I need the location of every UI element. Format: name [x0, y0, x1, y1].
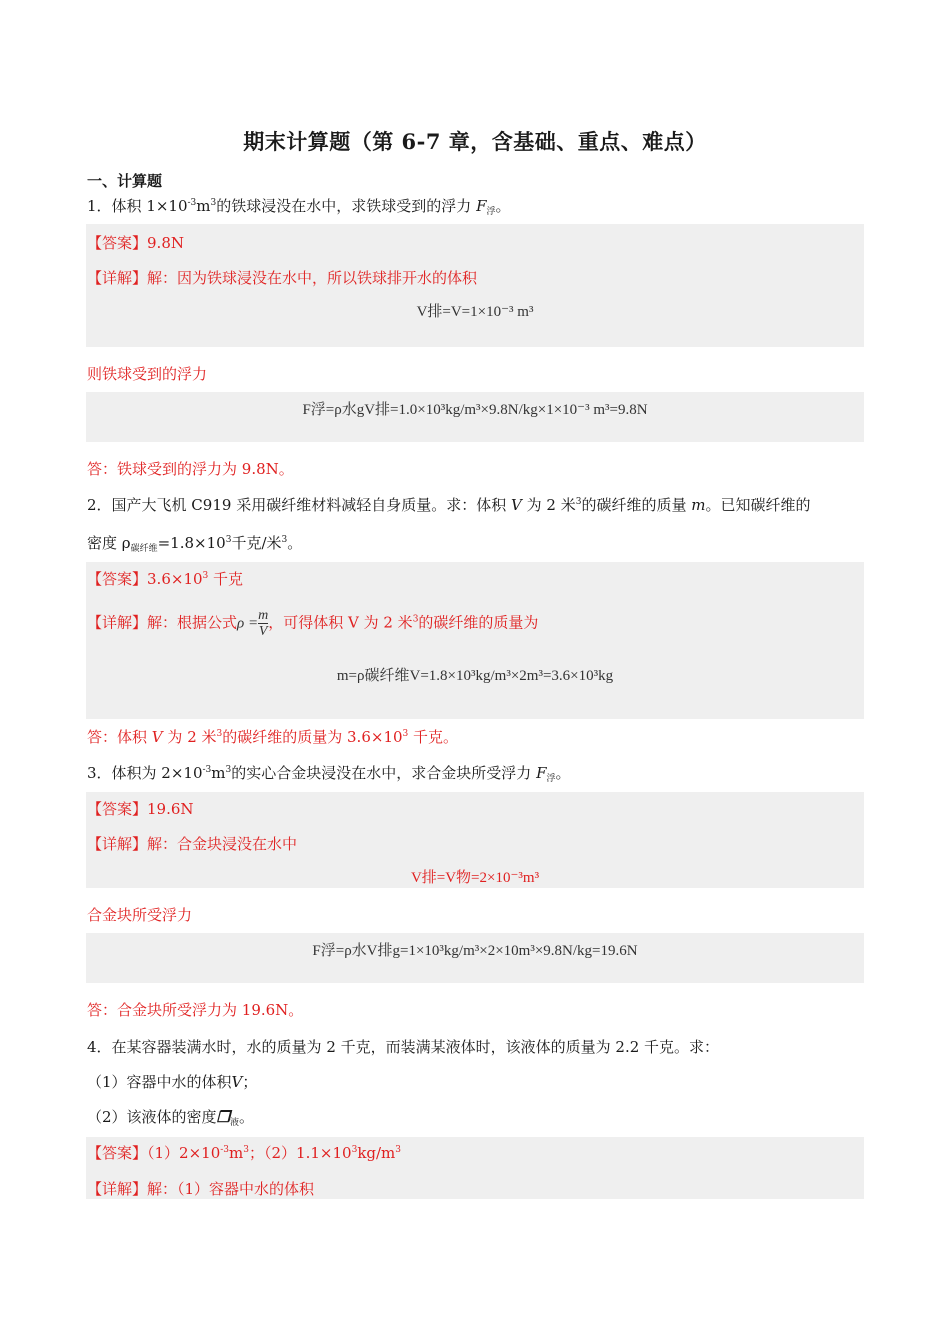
- formula-q2: m=ρ碳纤维V=1.8×10³kg/m³×2m³=3.6×10³kg: [336, 668, 614, 684]
- formula-q1-2: F浮=ρ水gV排=1.0×10³kg/m³×9.8N/kg×1×10⁻³ m³=9.8N: [302, 402, 648, 418]
- question-4: 4．在某容器装满水时，水的质量为 2 千克，而装满某液体时，该液体的质量为 2.2 千克。求：: [87, 1038, 720, 1056]
- detail-q4: 【详解】解：（1）容器中水的体积: [87, 1180, 315, 1198]
- question-4-part1: （1）容器中水的体积V；: [87, 1073, 258, 1091]
- detail-q1: 【详解】解：因为铁球浸没在水中，所以铁球排开水的体积: [87, 269, 478, 287]
- fraction-m-over-v: $\frac{m}{V}$: [258, 608, 269, 639]
- answer-q1: 【答案】9.8N: [87, 234, 184, 252]
- answer-q2: 【答案】$3.6\times 10^3$ 千克: [87, 570, 244, 588]
- question-3: 3．体积为 $2\times 10^{-3}m^3$的实心合金块浸没在水中，求合金块所受浮力 $F_浮$。: [87, 764, 571, 784]
- text-q3-mid: 合金块所受浮力: [87, 906, 193, 924]
- section-heading: 一、计算题: [87, 172, 163, 190]
- conclusion-q1: 答：铁球受到的浮力为 9.8N。: [87, 460, 294, 478]
- answer-q4: 【答案】$(1)2\times 10^{-3}m^3$；$(2)1.1\times 10^3kg/m^3$: [87, 1144, 402, 1162]
- answer-q3: 【答案】19.6N: [87, 800, 194, 818]
- detail-q3: 【详解】解：合金块浸没在水中: [87, 835, 298, 853]
- question-1: 1．体积 $1\times 10^{-3}m^3$的铁球浸没在水中，求铁球受到的浮力 $F_浮$。: [87, 197, 511, 217]
- question-2-line1: 2．国产大飞机 C919 采用碳纤维材料减轻自身质量。求：体积 V 为 2 米$^3$的碳纤维的质量 m。已知碳纤维的: [87, 496, 811, 514]
- formula-q3-2: F浮=ρ水V排g=1×10³kg/m³×2×10m³×9.8N/kg=19.6N: [312, 943, 638, 959]
- page-title: 期末计算题（第 6-7 章，含基础、重点、难点）: [243, 129, 707, 154]
- detail-q2: 【详解】解：根据公式ρ = $\frac{m}{V}$ ，可得体积 V 为 2 米$^3$的碳纤维的质量为: [87, 608, 539, 639]
- text-q1-mid: 则铁球受到的浮力: [87, 365, 208, 383]
- formula-q3-1: V排=V物=2×10⁻³m³: [410, 870, 540, 886]
- question-4-part2: （2）该液体的密度$❒_液$。: [87, 1108, 255, 1128]
- formula-q1-1: V排=V=1×10⁻³ m³: [416, 304, 534, 320]
- conclusion-q3: 答：合金块所受浮力为 19.6N。: [87, 1001, 304, 1019]
- question-2-line2: 密度 $\rho_{碳纤维}=1.8\times 10^3$千克/米$^3$。: [87, 534, 303, 554]
- conclusion-q2: 答：体积 V 为 2 米$^3$的碳纤维的质量为 $3.6\times 10^3$ 千克。: [87, 728, 459, 746]
